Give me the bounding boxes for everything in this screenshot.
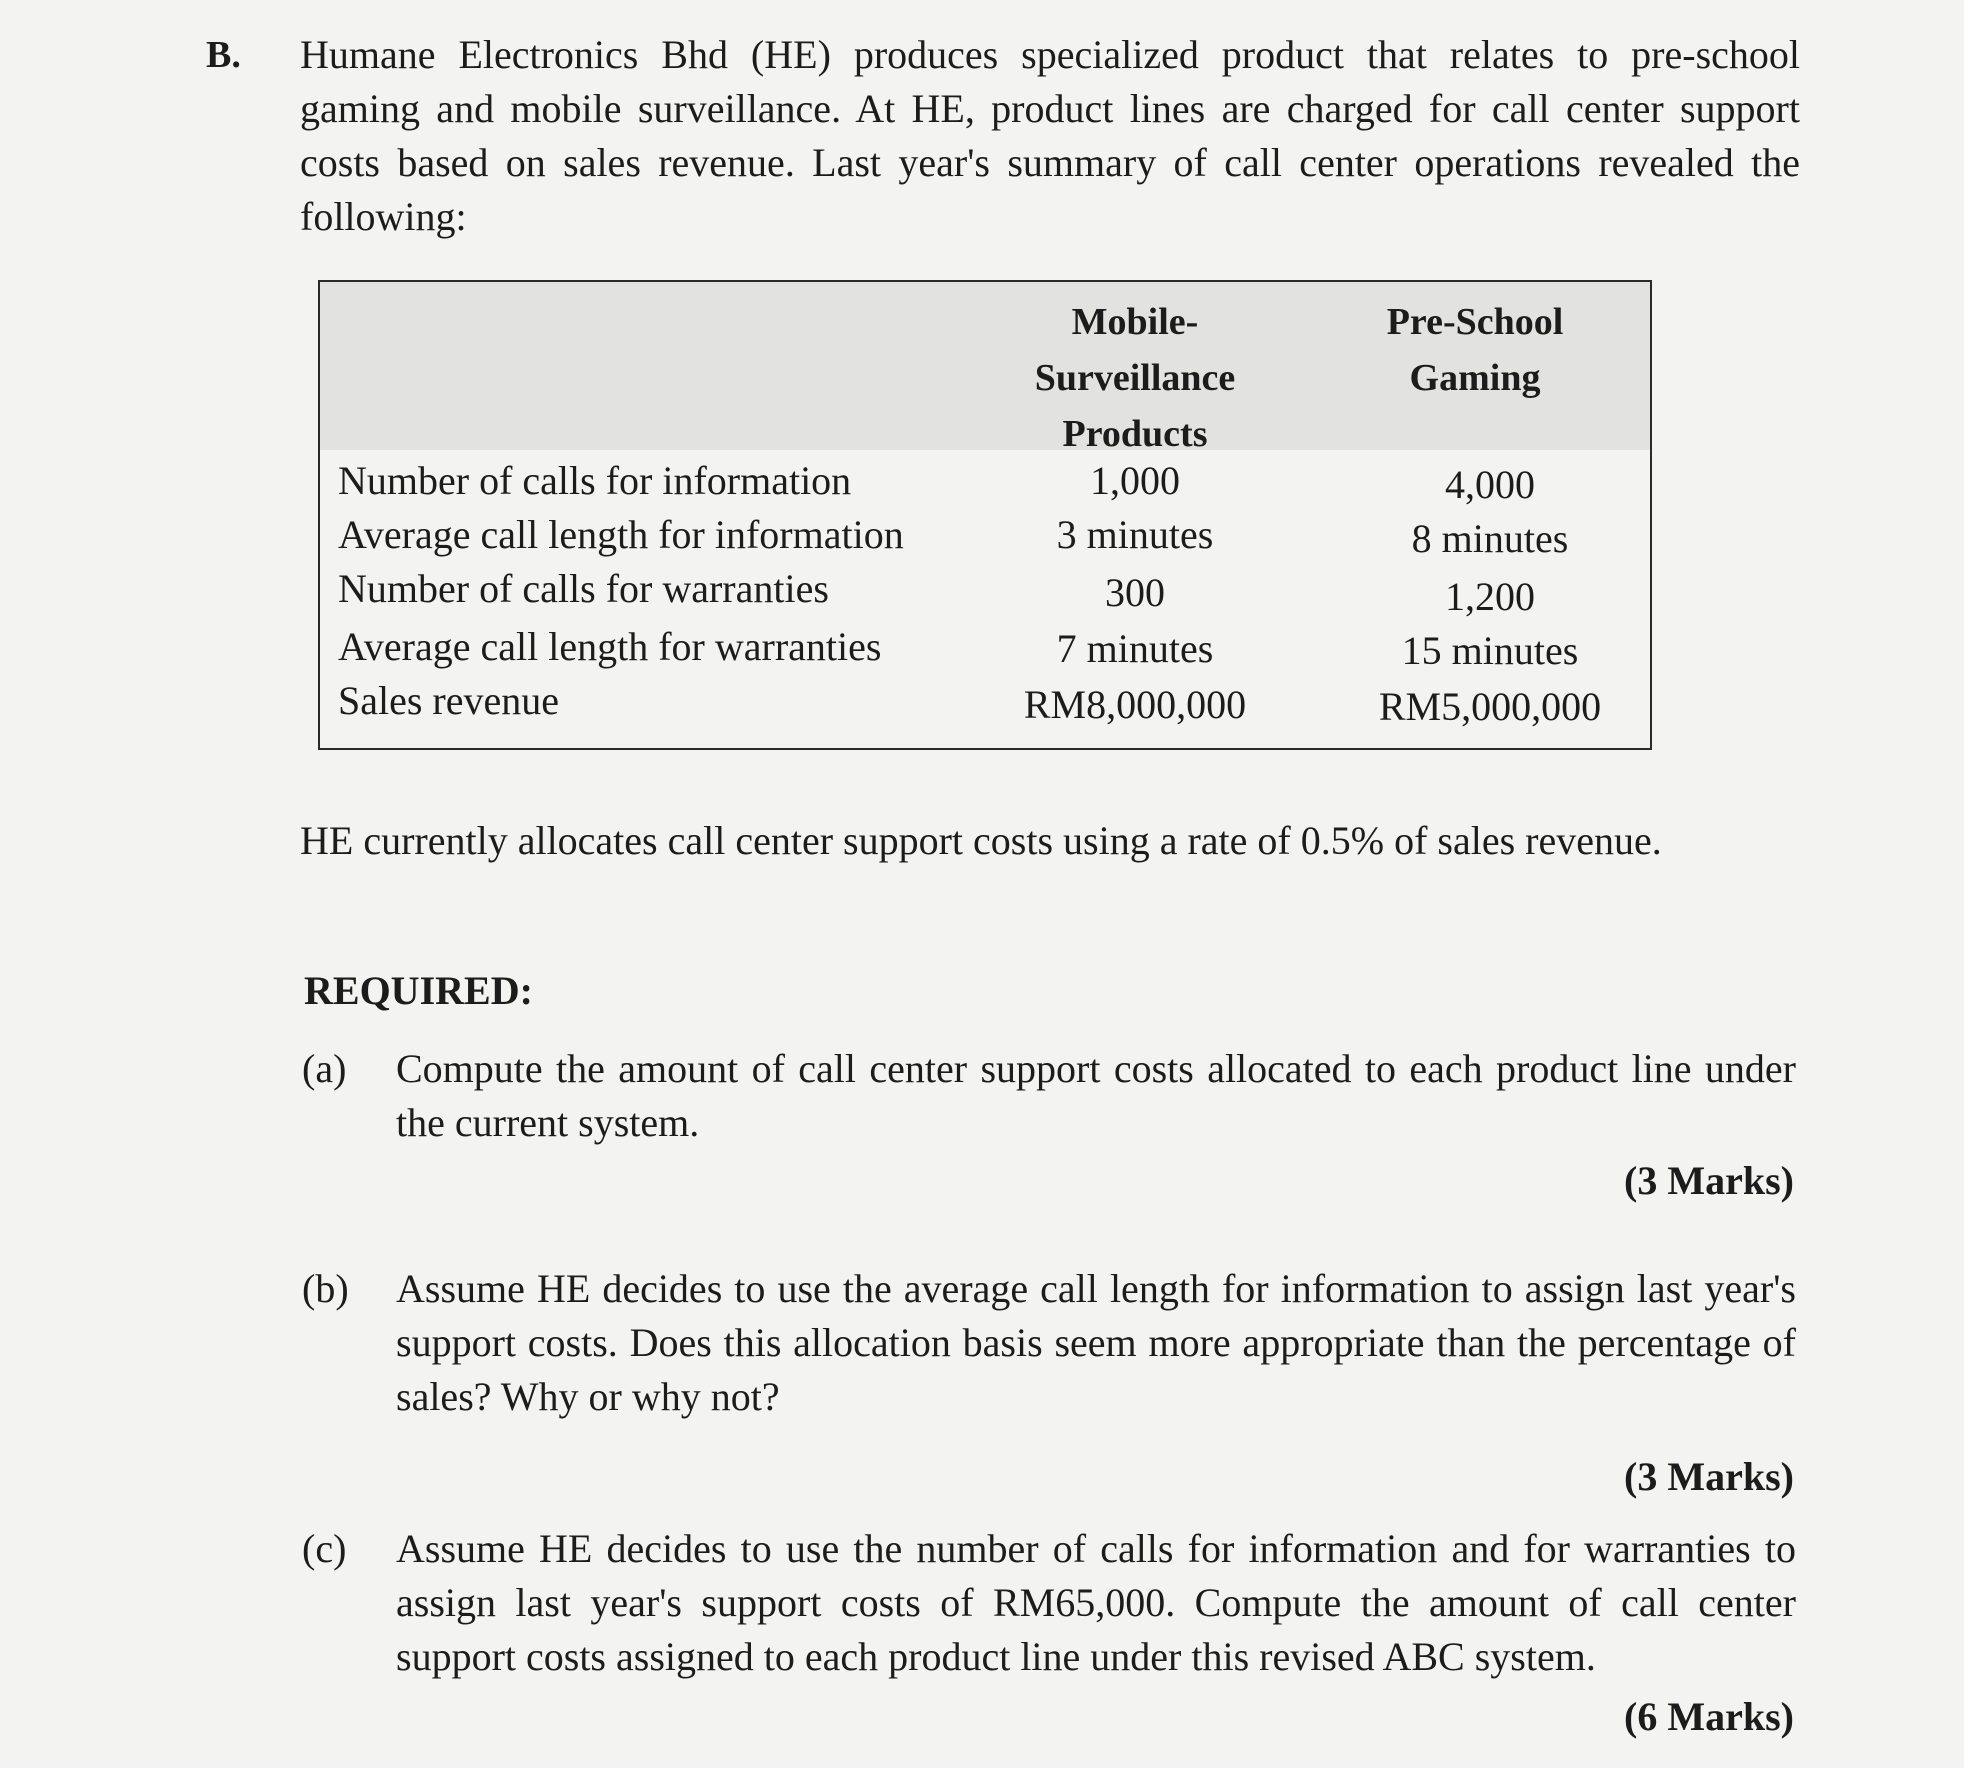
- table-row: [320, 670, 1650, 729]
- call-center-data-table: [318, 280, 1652, 750]
- preschool-value: 4,000: [1445, 462, 1535, 507]
- table-header: [320, 282, 1650, 455]
- mobile-value: 300: [1105, 570, 1165, 615]
- preschool-value: 8 minutes: [1411, 516, 1569, 561]
- mobile-value: 7 minutes: [1056, 626, 1214, 671]
- part-c-text: Assume HE decides to use the number of calls for information and for warranties to assign last year's support costs of RM65,000. Compute the amount of call center support costs assigned to each product line under this revised ABC system.: [396, 1526, 1796, 1679]
- row-label: Number of calls for warranties: [338, 566, 829, 611]
- table-row: [320, 562, 1650, 619]
- part-a-text: Compute the amount of call center support costs allocated to each product line under the current system.: [396, 1046, 1796, 1145]
- row-label: Number of calls for information: [338, 458, 852, 503]
- column-header-line: Mobile-: [1071, 301, 1199, 343]
- row-label: Average call length for information: [338, 512, 904, 557]
- mobile-value: RM8,000,000: [1023, 682, 1247, 727]
- preschool-value: 1,200: [1445, 574, 1535, 619]
- question-intro: Humane Electronics Bhd (HE) produces specialized product that relates to pre-school gaming and mobile surveillance. At HE, product lines are charged for call center support costs based on sales revenue. Last year's summary of call center operations revealed the following:: [300, 32, 1800, 239]
- column-header-line: Surveillance: [1034, 357, 1236, 399]
- part-c-marks: (6 Marks): [1624, 1694, 1794, 1739]
- part-a-marks: (3 Marks): [1624, 1158, 1794, 1203]
- column-header-line: Pre-School: [1386, 301, 1564, 343]
- mobile-value: 1,000: [1090, 458, 1180, 503]
- part-c-letter: (c): [302, 1526, 347, 1571]
- column-header-line: Products: [1062, 413, 1208, 455]
- row-label: Average call length for warranties: [338, 624, 882, 669]
- part-b-marks: (3 Marks): [1624, 1454, 1794, 1499]
- table-row: [320, 616, 1650, 673]
- allocation-rate-statement: HE currently allocates call center support costs using a rate of 0.5% of sales revenue.: [300, 818, 1662, 863]
- table-row: [320, 508, 1650, 562]
- column-header-preschool-gaming: [1320, 294, 1630, 406]
- column-header-line: Gaming: [1409, 357, 1541, 399]
- table-row: [320, 454, 1650, 508]
- column-header-mobile-surveillance: [980, 294, 1290, 462]
- preschool-value: 15 minutes: [1401, 628, 1579, 673]
- mobile-value: 3 minutes: [1056, 512, 1214, 557]
- preschool-value: RM5,000,000: [1378, 684, 1602, 729]
- required-heading: REQUIRED:: [304, 968, 533, 1013]
- question-number: B.: [206, 34, 241, 76]
- part-b-letter: (b): [302, 1266, 349, 1311]
- row-label: Sales revenue: [338, 678, 560, 723]
- part-a-letter: (a): [302, 1046, 347, 1091]
- part-b-text: Assume HE decides to use the average call length for information to assign last year's support costs. Does this allocation basis seem more appropriate than the percentage of sales? Why or why not?: [396, 1266, 1796, 1419]
